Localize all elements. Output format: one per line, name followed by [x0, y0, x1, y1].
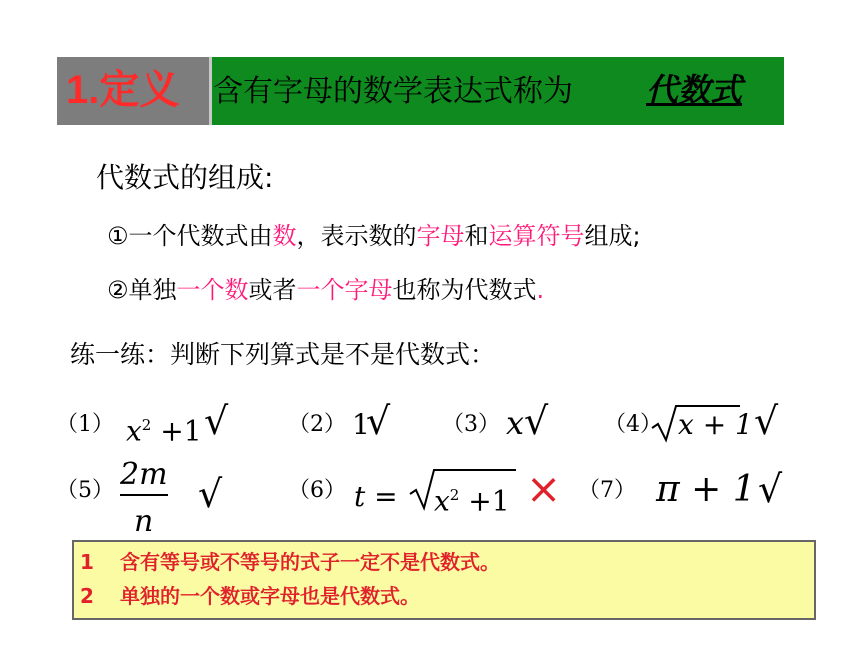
rule-keyword: .	[536, 276, 545, 304]
rule-text: ②单独	[107, 276, 177, 304]
item-4-verdict: √	[754, 399, 779, 443]
item-1-expression: $x^2 +1$	[126, 414, 202, 448]
definition-term: 代数式	[646, 71, 743, 109]
item-1-number: （1）	[56, 412, 114, 437]
item-5-numerator: 2m	[120, 457, 168, 492]
rule-keyword: 运算符号	[488, 222, 585, 250]
note-index: 1	[80, 550, 94, 574]
item-6-verdict: ×	[526, 464, 562, 513]
note-text: 含有等号或不等号的式子一定不是代数式。	[120, 550, 500, 574]
item-3-expression: x	[506, 404, 525, 442]
item-7-verdict: √	[758, 467, 783, 511]
rule-keyword: 一个字母	[296, 276, 393, 304]
item-7-number: （7）	[578, 478, 636, 503]
definition-text: 含有字母的数学表达式称为	[213, 74, 573, 109]
item-6-radicand: $x^2 +1$	[434, 484, 510, 518]
item-3-number: （3）	[442, 412, 500, 437]
practice-heading: 练一练：判断下列算式是不是代数式：	[70, 340, 496, 369]
note-index: 2	[80, 584, 94, 608]
item-7-expression: π + 1	[656, 469, 756, 510]
item-5-number: （5）	[56, 478, 114, 503]
rule-keyword: 一个数	[176, 276, 249, 304]
item-5-verdict: √	[198, 472, 223, 516]
note-line-1	[80, 548, 500, 576]
rule-text: ①一个代数式由	[107, 222, 273, 250]
rule-keyword: 数	[272, 222, 297, 250]
rule-text: 和	[464, 222, 489, 250]
item-1-verdict: √	[204, 399, 229, 443]
item-3-verdict: √	[524, 399, 549, 443]
item-2-expression: 1	[352, 408, 370, 441]
rule-text: ，表示数的	[296, 222, 417, 250]
definition-label: 1.定义	[66, 68, 180, 112]
composition-heading: 代数式的组成:	[96, 161, 274, 194]
composition-rule-2	[107, 274, 544, 306]
composition-rule-1	[107, 220, 641, 252]
item-2-verdict: √	[366, 399, 391, 443]
rule-text: 或者	[248, 276, 297, 304]
rule-keyword: 字母	[416, 222, 465, 250]
item-6-number: （6）	[288, 478, 346, 503]
item-5-denominator: n	[134, 504, 154, 539]
rule-text: 也称为代数式	[392, 276, 537, 304]
item-2-number: （2）	[288, 412, 346, 437]
note-text: 单独的一个数或字母也是代数式。	[120, 584, 420, 608]
rule-text: 组成;	[584, 222, 641, 250]
note-line-2	[80, 582, 420, 610]
item-4-number: （4）	[604, 412, 662, 437]
item-4-expression: x + 1	[678, 408, 753, 441]
item-6-lhs: t =	[354, 480, 398, 513]
fraction-bar	[120, 494, 168, 496]
